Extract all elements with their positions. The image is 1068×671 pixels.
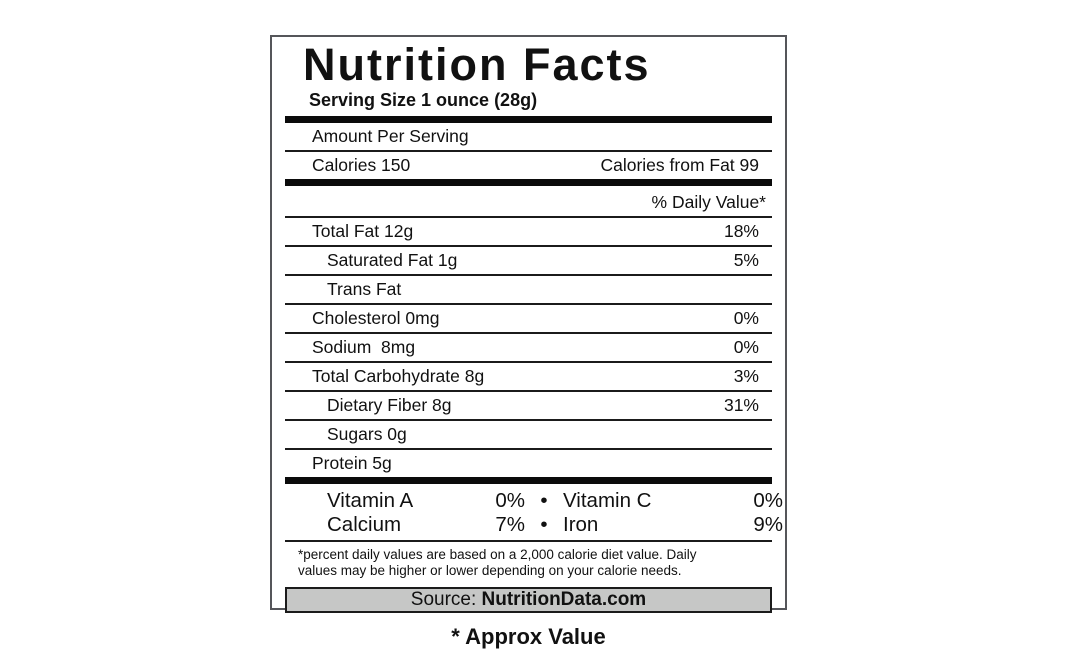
nutrient-name: Trans Fat bbox=[327, 279, 402, 299]
calories-row bbox=[285, 152, 772, 179]
nutrient-name: Dietary Fiber 8g bbox=[327, 395, 452, 415]
nutrient-daily-value: 0% bbox=[733, 308, 759, 328]
daily-value-header: % Daily Value* bbox=[285, 186, 772, 218]
nutrient-daily-value: 18% bbox=[723, 221, 759, 241]
nutrient-name: Cholesterol 0mg bbox=[312, 308, 440, 328]
vitamins-section bbox=[285, 484, 783, 542]
nutrient-name: Saturated Fat 1g bbox=[327, 250, 458, 270]
vitamin-value: 0% bbox=[753, 489, 783, 512]
daily-value-footnote bbox=[272, 542, 785, 585]
nutrient-daily-value: 31% bbox=[723, 395, 759, 415]
nutrient-row-sodium bbox=[285, 334, 772, 363]
vitamin-row-a-c bbox=[285, 489, 783, 513]
bullet-separator: • bbox=[540, 489, 548, 512]
serving-size: Serving Size 1 ounce (28g) bbox=[309, 90, 538, 110]
bullet-separator: • bbox=[540, 513, 548, 536]
nutrient-name: Sodium 8mg bbox=[312, 337, 416, 357]
label-title: Nutrition Facts bbox=[303, 39, 651, 90]
nutrient-name: Total Fat 12g bbox=[312, 221, 414, 241]
footnote-line: *percent daily values are based on a 2,000 calorie diet value. Daily bbox=[298, 547, 697, 562]
vitamin-name: Iron bbox=[563, 513, 599, 536]
approx-value-caption: * Approx Value bbox=[451, 624, 606, 649]
thick-rule-calories bbox=[285, 179, 772, 186]
nutrient-row-total-carbohydrate bbox=[285, 363, 772, 392]
nutrient-row-saturated-fat bbox=[285, 247, 772, 276]
nutrition-facts-label bbox=[270, 35, 787, 610]
nutrient-name: Protein 5g bbox=[312, 453, 392, 473]
source-attribution-box bbox=[285, 587, 772, 613]
thick-rule-top bbox=[285, 116, 772, 123]
vitamin-name: Vitamin A bbox=[327, 489, 414, 512]
calories-from-fat-value: Calories from Fat 99 bbox=[600, 155, 759, 175]
nutrient-row-cholesterol bbox=[285, 305, 772, 334]
source-name: NutritionData.com bbox=[481, 589, 647, 610]
vitamin-name: Vitamin C bbox=[563, 489, 652, 512]
nutrient-row-protein bbox=[285, 450, 772, 477]
amount-per-serving-label: Amount Per Serving bbox=[312, 126, 469, 146]
footnote-line: values may be higher or lower depending on your calorie needs. bbox=[298, 563, 682, 578]
nutrient-daily-value: 5% bbox=[733, 250, 759, 270]
nutrient-row-trans-fat bbox=[285, 276, 772, 305]
nutrient-daily-value: 0% bbox=[733, 337, 759, 357]
nutrient-row-total-fat bbox=[285, 218, 772, 247]
vitamin-name: Calcium bbox=[327, 513, 402, 536]
calories-value: Calories 150 bbox=[312, 155, 411, 175]
nutrient-name: Total Carbohydrate 8g bbox=[312, 366, 485, 386]
nutrient-daily-value: 3% bbox=[733, 366, 759, 386]
nutrient-name: Sugars 0g bbox=[327, 424, 407, 444]
vitamin-value: 7% bbox=[495, 513, 525, 536]
nutrient-row-dietary-fiber bbox=[285, 392, 772, 421]
amount-per-serving-row bbox=[285, 123, 772, 152]
vitamin-value: 9% bbox=[753, 513, 783, 536]
source-prefix: Source: bbox=[410, 589, 482, 610]
vitamin-row-calcium-iron bbox=[285, 513, 783, 537]
vitamin-value: 0% bbox=[495, 489, 525, 512]
thick-rule-protein bbox=[285, 477, 772, 484]
nutrient-row-sugars bbox=[285, 421, 772, 450]
